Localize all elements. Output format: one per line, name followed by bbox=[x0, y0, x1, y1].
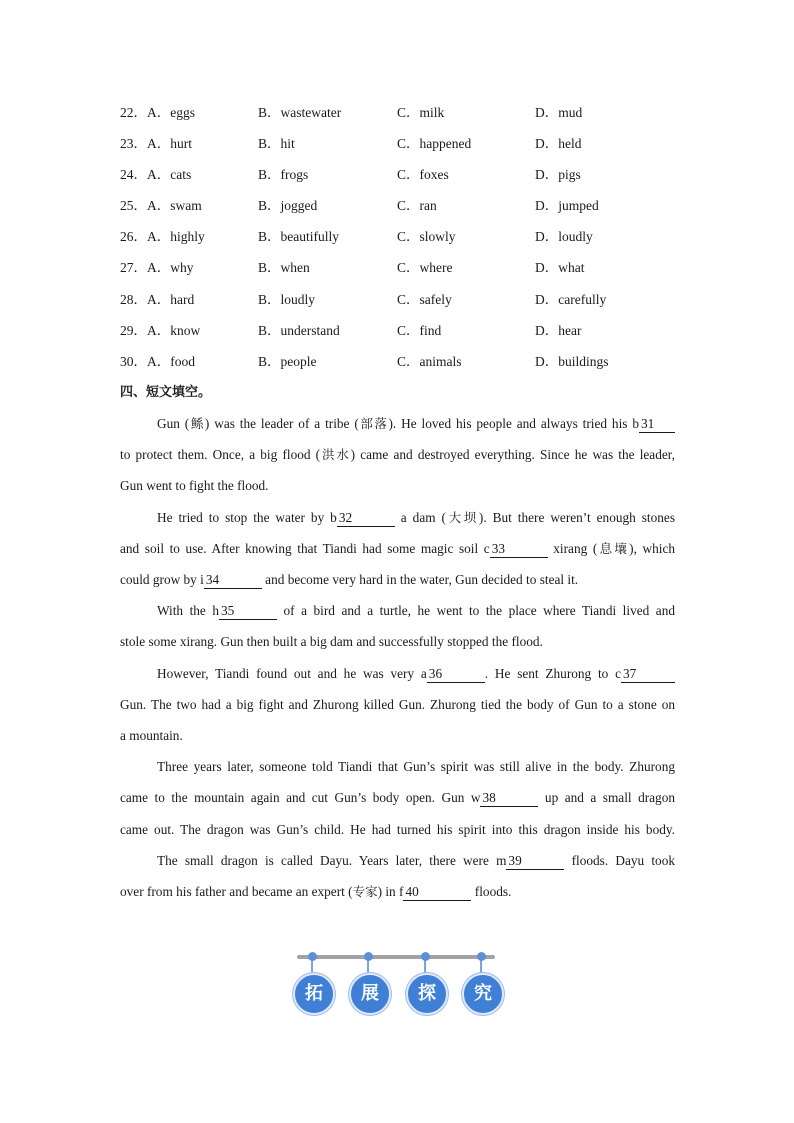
option-b: B．people bbox=[258, 353, 317, 369]
question-row-29 bbox=[120, 315, 700, 346]
option-c: C．find bbox=[397, 322, 442, 338]
option-c: C．foxes bbox=[397, 167, 449, 183]
answer-blank-32[interactable]: 32 bbox=[337, 510, 395, 527]
option-c: C．animals bbox=[397, 353, 462, 369]
answer-blank-38[interactable]: 38 bbox=[480, 790, 538, 807]
option-c: C．happened bbox=[397, 136, 472, 152]
question-row-26 bbox=[120, 221, 700, 252]
option-a: 27．A．why bbox=[120, 260, 194, 276]
question-row-23 bbox=[120, 128, 700, 159]
option-b: B．understand bbox=[258, 322, 340, 338]
option-b: B．beautifully bbox=[258, 229, 339, 245]
answer-blank-35[interactable]: 35 bbox=[219, 603, 277, 620]
option-b: B．wastewater bbox=[258, 105, 342, 120]
option-c: C．slowly bbox=[397, 229, 456, 245]
answer-blank-34[interactable]: 34 bbox=[204, 572, 262, 589]
banner-dot bbox=[421, 952, 430, 961]
banner-bar bbox=[297, 955, 495, 959]
option-a: 24．A．cats bbox=[120, 167, 192, 183]
passage-line: and soil to use. After knowing that Tiandi had some magic soil c 33 xirang (息壤), which bbox=[120, 540, 675, 556]
banner-dot bbox=[364, 952, 373, 961]
passage-line: Gun went to fight the flood. bbox=[120, 478, 269, 494]
question-row-28 bbox=[120, 284, 700, 315]
banner-char: 展 bbox=[349, 973, 391, 1015]
passage-line: With the h 35 of a bird and a turtle, he went to the place where Tiandi lived and bbox=[157, 603, 675, 619]
passage-line: to protect them. Once, a big flood (洪水) came and destroyed everything. Since he was the leader, bbox=[120, 447, 675, 463]
question-row-22 bbox=[120, 97, 700, 128]
option-a: 26．A．highly bbox=[120, 229, 205, 245]
option-d: D．what bbox=[535, 260, 585, 276]
passage-line: He tried to stop the water by b 32 a dam (大坝). But there weren’t enough stones bbox=[157, 509, 675, 525]
option-d: D．mud bbox=[535, 105, 583, 120]
passage bbox=[120, 408, 675, 907]
banner-dot bbox=[477, 952, 486, 961]
option-a: 29．A．know bbox=[120, 322, 201, 338]
option-c: C．ran bbox=[397, 198, 437, 214]
option-b: B．when bbox=[258, 260, 310, 276]
passage-line: could grow by i 34 and become very hard in the water, Gun decided to steal it. bbox=[120, 572, 579, 588]
section-title: 四、短文填空。 bbox=[120, 385, 212, 400]
option-d: D．jumped bbox=[535, 198, 599, 214]
option-a: 25．A．swam bbox=[120, 198, 202, 214]
passage-line: Gun. The two had a big fight and Zhurong killed Gun. Zhurong tied the body of Gun to a stone on bbox=[120, 696, 675, 712]
option-d: D．carefully bbox=[535, 291, 607, 307]
passage-line: came to the mountain again and cut Gun’s body open. Gun w 38 up and a small dragon bbox=[120, 790, 675, 806]
option-b: B．hit bbox=[258, 136, 295, 152]
option-d: D．pigs bbox=[535, 167, 581, 183]
option-c: C．milk bbox=[397, 105, 445, 120]
option-a: 30．A．food bbox=[120, 353, 195, 369]
answer-blank-31[interactable]: 31 bbox=[639, 416, 675, 433]
banner-char: 拓 bbox=[293, 973, 335, 1015]
option-d: D．held bbox=[535, 136, 582, 152]
passage-line: a mountain. bbox=[120, 728, 183, 744]
question-row-27 bbox=[120, 252, 700, 283]
option-d: D．loudly bbox=[535, 229, 593, 245]
multiple-choice-options bbox=[120, 97, 700, 377]
banner-char: 探 bbox=[406, 973, 448, 1015]
passage-line: The small dragon is called Dayu. Years later, there were m 39 floods. Dayu took bbox=[157, 852, 676, 868]
passage-line: Gun (鲧) was the leader of a tribe (部落). He loved his people and always tried his b 31 bbox=[120, 408, 675, 439]
option-a: 23．A．hurt bbox=[120, 136, 192, 152]
passage-line: came out. The dragon was Gun’s child. He had turned his spirit into this dragon inside his body. bbox=[120, 821, 675, 837]
option-b: B．frogs bbox=[258, 167, 309, 183]
answer-blank-36[interactable]: 36 bbox=[427, 666, 485, 683]
passage-line: stole some xirang. Gun then built a big dam and successfully stopped the flood. bbox=[120, 634, 543, 650]
option-b: B．loudly bbox=[258, 291, 316, 307]
answer-blank-33[interactable]: 33 bbox=[490, 541, 548, 558]
answer-blank-40[interactable]: 40 bbox=[403, 884, 471, 901]
option-a: 22．A．eggs bbox=[120, 105, 195, 120]
option-b: B．jogged bbox=[258, 198, 318, 214]
passage-line: over from his father and became an expert (专家) in f 40 floods. bbox=[120, 884, 512, 900]
answer-blank-39[interactable]: 39 bbox=[506, 853, 564, 870]
question-row-25 bbox=[120, 190, 700, 221]
option-d: D．buildings bbox=[535, 353, 609, 369]
option-a: 28．A．hard bbox=[120, 291, 195, 307]
question-row-24 bbox=[120, 159, 700, 190]
option-c: C．safely bbox=[397, 291, 452, 307]
option-d: D．hear bbox=[535, 322, 582, 338]
banner-char: 究 bbox=[462, 973, 504, 1015]
question-row-30 bbox=[120, 346, 700, 377]
passage-line: Three years later, someone told Tiandi that Gun’s spirit was still alive in the body. Zhurong bbox=[157, 759, 675, 775]
answer-blank-37[interactable]: 37 bbox=[621, 666, 675, 683]
option-c: C．where bbox=[397, 260, 453, 276]
banner-dot bbox=[308, 952, 317, 961]
extension-banner bbox=[293, 948, 499, 1014]
passage-line: However, Tiandi found out and he was very a 36 . He sent Zhurong to c 37 bbox=[120, 658, 675, 689]
